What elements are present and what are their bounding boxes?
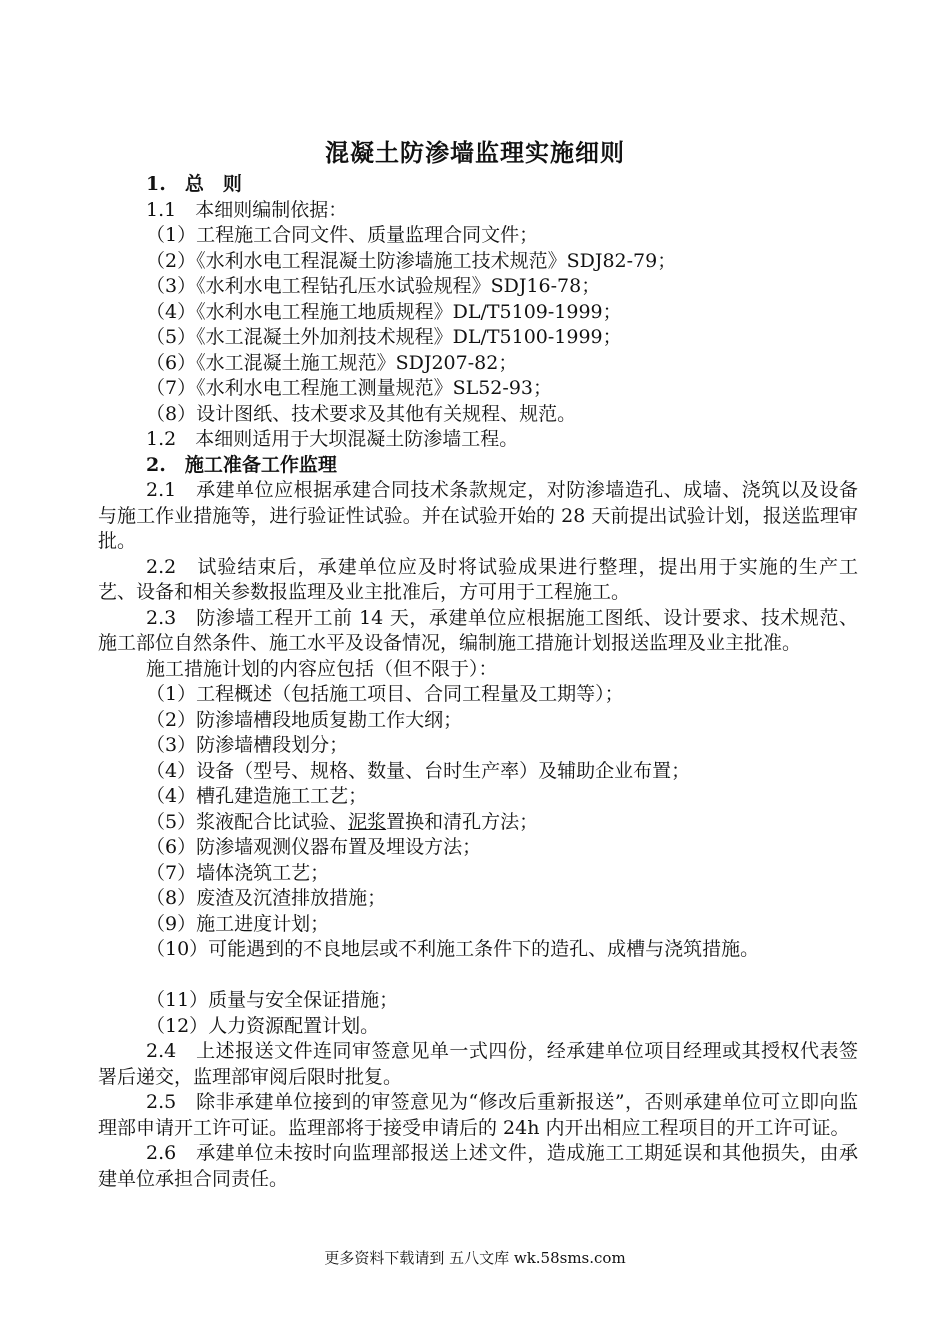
basis-item-7: （7）《水利水电工程施工测量规范》SL52-93； — [146, 377, 552, 399]
plan-item-5-underlined: 泥浆 — [348, 810, 387, 833]
clause-2-1: 2.1 承建单位应根据承建合同技术条款规定，对防渗墙造孔、成墙、浇筑以及设备与施工作业措施等，进行验证性试验。并在试验开始的 28 天前提出试验计划，报送监理审批。 — [98, 479, 858, 552]
basis-item-4: （4）《水利水电工程施工地质规程》DL/T5109-1999； — [146, 300, 622, 323]
basis-item-3: （3）《水利水电工程钻孔压水试验规程》SDJ16-78； — [146, 275, 601, 297]
plan-item: （9）施工进度计划； — [146, 912, 330, 935]
plan-item: （12）人力资源配置计划。 — [146, 1014, 380, 1037]
plan-item: （3）防渗墙槽段划分； — [146, 734, 349, 756]
plan-item: （7）墙体浇筑工艺； — [146, 861, 330, 884]
plan-intro: 施工措施计划的内容应包括（但不限于）： — [146, 657, 498, 680]
section-2-heading: 2. 施工准备工作监理 — [146, 453, 337, 476]
clause-2-5: 2.5 除非承建单位接到的审签意见为“修改后重新报送”，否则承建单位可立即向监理部申请开工许可证。监理部将于接受申请后的 24h 内开出相应工程项目的开工许可证。 — [98, 1091, 858, 1139]
page-footer: 更多资料下载请到 五八文库 wk.58sms.com — [324, 1249, 626, 1267]
plan-item: （4）槽孔建造施工工艺； — [146, 785, 368, 807]
document-body — [98, 172, 858, 1192]
basis-item-6: （6）《水工混凝土施工规范》SDJ207-82； — [146, 351, 518, 374]
basis-item-5: （5）《水工混凝土外加剂技术规程》DL/T5100-1999； — [146, 326, 622, 348]
plan-item: （8）废渣及沉渣排放措施； — [146, 887, 387, 909]
plan-item-5-part-b: 置换和清孔方法； — [386, 810, 539, 833]
plan-item: （2）防渗墙槽段地质复勘工作大纲； — [146, 708, 463, 731]
blank-line — [98, 963, 858, 989]
clause-2-4: 2.4 上述报送文件连同审签意见单一式四份，经承建单位项目经理或其授权代表签署后递交，监理部审阅后限时批复。 — [98, 1040, 858, 1088]
plan-item: （1）工程概述（包括施工项目、合同工程量及工期等）； — [146, 683, 624, 705]
plan-item: （6）防渗墙观测仪器布置及埋设方法； — [146, 836, 482, 858]
plan-item: （10）可能遇到的不良地层或不利施工条件下的造孔、成槽与浇筑措施。 — [146, 938, 760, 960]
plan-item: （4）设备（型号、规格、数量、台时生产率）及辅助企业布置； — [146, 759, 691, 782]
plan-item-5-part-a: （5）浆液配合比试验、 — [146, 810, 349, 833]
clause-2-2: 2.2 试验结束后，承建单位应及时将试验成果进行整理，提出用于实施的生产工艺、设备和相关参数报监理及业主批准后，方可用于工程施工。 — [98, 555, 858, 603]
clause-1-1: 1.1 本细则编制依据： — [146, 198, 348, 221]
section-1-heading: 1. 总 则 — [146, 173, 242, 195]
plan-item — [98, 810, 858, 836]
clause-1-2: 1.2 本细则适用于大坝混凝土防渗墙工程。 — [146, 428, 519, 450]
plan-item: （11）质量与安全保证措施； — [146, 989, 399, 1011]
document-title: 混凝土防渗墙监理实施细则 — [325, 138, 625, 167]
basis-item-8: （8）设计图纸、技术要求及其他有关规程、规范。 — [146, 402, 577, 425]
basis-item-1: （1）工程施工合同文件、质量监理合同文件； — [146, 224, 539, 246]
basis-item-2: （2）《水利水电工程混凝土防渗墙施工技术规范》SDJ82-79； — [146, 249, 677, 272]
clause-2-3: 2.3 防渗墙工程开工前 14 天，承建单位应根据施工图纸、设计要求、技术规范、施工部位自然条件、施工水平及设备情况，编制施工措施计划报送监理及业主批准。 — [98, 606, 858, 654]
clause-2-6: 2.6 承建单位未按时向监理部报送上述文件，造成施工工期延误和其他损失，由承建单位承担合同责任。 — [98, 1142, 858, 1190]
